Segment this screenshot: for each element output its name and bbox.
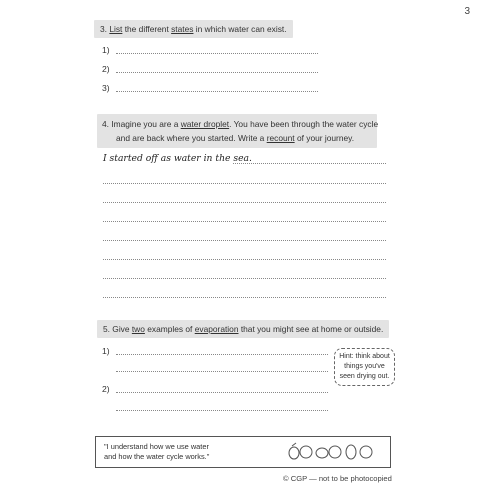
q3-post: in which water can exist. [193, 24, 287, 34]
question-4-prompt [97, 114, 377, 148]
rating-circle-2[interactable] [329, 446, 341, 458]
thumb-icon[interactable] [289, 447, 299, 459]
q4-answer-line[interactable] [103, 297, 386, 298]
q4-keyword-droplet: water droplet [180, 119, 230, 129]
q3-answer-line-2[interactable] [116, 72, 318, 73]
rating-circle-3[interactable] [360, 446, 372, 458]
q5-answer-line-1a[interactable] [116, 354, 328, 355]
q3-answer-label-1: 1) [102, 45, 110, 55]
self-assessment-line-1: "I understand how we use water [104, 442, 209, 451]
thumb-up-icon[interactable] [346, 445, 356, 459]
hint-line-1: Hint: think about [339, 353, 390, 360]
q5-answer-line-2a[interactable] [116, 392, 328, 393]
q3-number: 3. [100, 24, 107, 34]
q4-line1-pre: 4. Imagine you are a [102, 119, 181, 129]
q5-answer-label-1: 1) [102, 346, 110, 356]
q4-line1-post: . You have been through the water cycle [229, 119, 379, 129]
self-assessment-statement [104, 442, 209, 462]
q4-answer-line[interactable] [103, 202, 386, 203]
page-number: 3 [464, 6, 470, 17]
q5-answer-label-2: 2) [102, 384, 110, 394]
thumb-detail [292, 443, 296, 446]
q4-answer-line[interactable] [103, 221, 386, 222]
q4-answer-line-0[interactable] [233, 163, 386, 164]
q4-answer-line[interactable] [103, 183, 386, 184]
q5-keyword-evaporation: evaporation [194, 324, 239, 334]
q5-answer-line-1b[interactable] [116, 371, 328, 372]
question-3-prompt [94, 20, 293, 38]
q5-answer-line-2b[interactable] [116, 410, 328, 411]
q5-mid: examples of [144, 324, 195, 334]
q4-answer-line[interactable] [103, 240, 386, 241]
q5-keyword-two: two [131, 324, 145, 334]
q5-post: that you might see at home or outside. [238, 324, 384, 334]
q4-line2-pre: and are back where you started. Write a [116, 133, 267, 143]
q3-answer-line-1[interactable] [116, 53, 318, 54]
q4-keyword-recount: recount [266, 133, 295, 143]
face-icon[interactable] [316, 448, 328, 458]
copyright-footer: © CGP — not to be photocopied [283, 474, 392, 483]
q3-mid: the different [122, 24, 172, 34]
q3-keyword: states [171, 24, 194, 34]
self-assessment-line-2: and how the water cycle works." [104, 452, 210, 461]
hint-bubble [334, 348, 395, 386]
q4-answer-line[interactable] [103, 259, 386, 260]
q3-answer-line-3[interactable] [116, 91, 318, 92]
q4-handwritten-start: I started off as water in the sea. [103, 153, 252, 164]
q3-answer-label-3: 3) [102, 83, 110, 93]
question-5-prompt [97, 320, 389, 338]
rating-faces-icon [286, 441, 382, 463]
hint-line-3: seen drying out. [339, 373, 390, 380]
q5-pre: 5. Give [103, 324, 132, 334]
q4-line2-post: of your journey. [294, 133, 355, 143]
q3-answer-label-2: 2) [102, 64, 110, 74]
q4-answer-line[interactable] [103, 278, 386, 279]
hint-line-2: things you've [344, 363, 385, 370]
rating-circle-1[interactable] [300, 446, 312, 458]
q3-verb: List [109, 24, 123, 34]
